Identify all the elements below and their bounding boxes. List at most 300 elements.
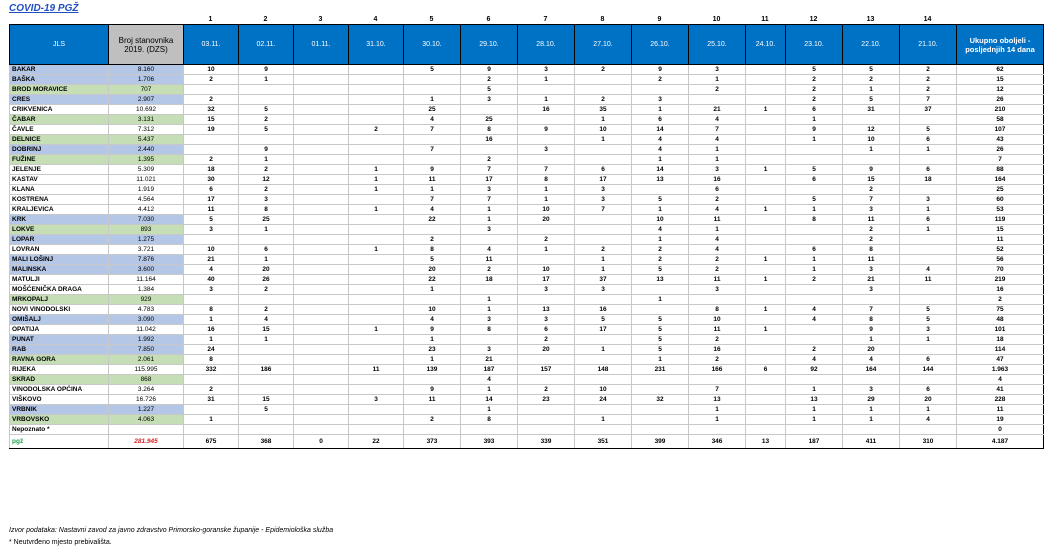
header-date: 27.10. [575,25,632,65]
case-count [294,235,349,245]
case-count [349,105,404,115]
case-count: 25 [239,215,294,225]
population-value: 1.227 [109,405,184,415]
municipality-name: OMIŠALJ [10,315,109,325]
case-count: 1 [575,115,632,125]
case-count: 1 [349,185,404,195]
case-count [575,405,632,415]
case-count: 35 [575,105,632,115]
table-row [10,105,1044,115]
case-count: 11 [900,275,957,285]
case-count: 9 [461,65,518,75]
case-count: 157 [518,365,575,375]
population-value: 1.395 [109,155,184,165]
municipality-name: SKRAD [10,375,109,385]
header-date: 01.11. [294,25,349,65]
case-count [461,145,518,155]
case-count: 17 [518,275,575,285]
column-numbers-row [9,15,1043,24]
case-count [632,385,689,395]
summary-count: 13 [746,435,786,449]
case-count [239,425,294,435]
total-14-days: 60 [957,195,1044,205]
case-count: 2 [349,125,404,135]
case-count: 9 [786,125,843,135]
case-count: 11 [404,175,461,185]
case-count: 1 [239,335,294,345]
table-row [10,385,1044,395]
case-count: 1 [746,275,786,285]
case-count: 9 [632,65,689,75]
population-value: 1.706 [109,75,184,85]
case-count [294,265,349,275]
municipality-name: LOKVE [10,225,109,235]
case-count [239,235,294,245]
table-row [10,375,1044,385]
case-count: 20 [900,395,957,405]
case-count: 2 [575,65,632,75]
table-row [10,195,1044,205]
case-count: 4 [786,355,843,365]
case-count [184,405,239,415]
case-count [404,225,461,235]
population-value: 11.164 [109,275,184,285]
table-row [10,285,1044,295]
case-count: 1 [746,305,786,315]
case-count: 1 [786,385,843,395]
case-count: 32 [184,105,239,115]
table-row [10,215,1044,225]
case-count [900,375,957,385]
summary-count: 339 [518,435,575,449]
case-count [461,335,518,345]
table-row [10,235,1044,245]
column-number: 12 [809,16,818,23]
header-date: 31.10. [349,25,404,65]
case-count: 1 [786,135,843,145]
case-count: 17 [575,175,632,185]
total-14-days: 25 [957,185,1044,195]
case-count: 1 [575,265,632,275]
population-value: 2.061 [109,355,184,365]
case-count: 10 [575,385,632,395]
case-count [294,385,349,395]
case-count [294,315,349,325]
case-count: 8 [404,245,461,255]
case-count: 2 [404,415,461,425]
total-14-days: 114 [957,345,1044,355]
case-count: 7 [689,385,746,395]
case-count: 4 [632,225,689,235]
summary-count: 373 [404,435,461,449]
case-count [575,145,632,155]
case-count: 1 [349,205,404,215]
case-count: 20 [404,265,461,275]
case-count: 1 [461,405,518,415]
case-count: 5 [239,105,294,115]
population-value: 868 [109,375,184,385]
case-count: 3 [900,195,957,205]
case-count: 1 [632,155,689,165]
case-count: 2 [184,95,239,105]
case-count: 1 [461,205,518,215]
case-count [349,255,404,265]
total-14-days: 88 [957,165,1044,175]
case-count [632,375,689,385]
column-number: 11 [761,16,769,23]
case-count: 5 [632,195,689,205]
case-count [294,215,349,225]
total-14-days: 119 [957,215,1044,225]
case-count [575,215,632,225]
header-date: 30.10. [404,25,461,65]
header-population: Broj stanovnika 2019. (DZS) [109,25,184,65]
municipality-name: KASTAV [10,175,109,185]
case-count [349,295,404,305]
case-count [294,95,349,105]
case-count: 24 [184,345,239,355]
case-count: 5 [786,195,843,205]
case-count: 15 [239,325,294,335]
case-count: 1 [843,405,900,415]
case-count: 9 [843,325,900,335]
case-count: 1 [746,325,786,335]
case-count: 2 [632,255,689,265]
case-count [404,375,461,385]
case-count: 8 [461,125,518,135]
total-14-days: 2 [957,295,1044,305]
case-count [349,215,404,225]
table-row [10,315,1044,325]
total-14-days: 70 [957,265,1044,275]
case-count [518,375,575,385]
case-count: 2 [689,255,746,265]
case-count [294,395,349,405]
case-count: 9 [518,125,575,135]
case-count: 332 [184,365,239,375]
case-count: 5 [632,335,689,345]
case-count [518,425,575,435]
table-row [10,325,1044,335]
case-count: 1 [843,335,900,345]
total-14-days: 219 [957,275,1044,285]
case-count: 5 [184,215,239,225]
header-date: 21.10. [900,25,957,65]
case-count: 31 [184,395,239,405]
case-count [294,155,349,165]
case-count [404,425,461,435]
case-count: 2 [575,245,632,255]
case-count [900,245,957,255]
case-count [900,255,957,265]
case-count [239,355,294,365]
case-count: 1 [184,415,239,425]
total-14-days: 164 [957,175,1044,185]
municipality-name: MALI LOŠINJ [10,255,109,265]
population-value: 5.437 [109,135,184,145]
case-count: 1 [900,145,957,155]
case-count: 2 [404,235,461,245]
case-count: 3 [632,95,689,105]
case-count [746,245,786,255]
case-count: 4 [786,315,843,325]
case-count: 9 [404,385,461,395]
case-count [294,275,349,285]
municipality-name: RIJEKA [10,365,109,375]
case-count [746,395,786,405]
case-count: 5 [900,125,957,135]
case-count: 139 [404,365,461,375]
case-count: 13 [689,395,746,405]
population-value [109,425,184,435]
population-value: 2.440 [109,145,184,155]
population-value: 11.021 [109,175,184,185]
case-count: 30 [184,175,239,185]
case-count: 7 [461,195,518,205]
case-count: 2 [843,235,900,245]
case-count: 23 [404,345,461,355]
case-count [632,185,689,195]
case-count: 5 [900,305,957,315]
column-number: 2 [263,16,268,23]
case-count: 37 [900,105,957,115]
municipality-name: JELENJE [10,165,109,175]
case-count: 2 [461,75,518,85]
case-count: 17 [184,195,239,205]
case-count: 8 [843,315,900,325]
case-count: 5 [632,345,689,355]
case-count: 16 [184,325,239,335]
population-value: 10.692 [109,105,184,115]
municipality-name: KRALJEVICA [10,205,109,215]
case-count: 4 [900,415,957,425]
case-count [294,105,349,115]
case-count [689,425,746,435]
case-count: 22 [404,275,461,285]
case-count [349,315,404,325]
case-count: 3 [461,225,518,235]
population-value: 707 [109,85,184,95]
case-count: 6 [900,385,957,395]
case-count [349,195,404,205]
municipality-name: BROD MORAVICE [10,85,109,95]
total-14-days: 26 [957,95,1044,105]
case-count [843,375,900,385]
summary-count: 368 [239,435,294,449]
case-count [746,425,786,435]
total-14-days: 75 [957,305,1044,315]
summary-count: 393 [461,435,518,449]
case-count [184,135,239,145]
case-count: 1 [746,255,786,265]
case-count: 6 [786,175,843,185]
case-count: 13 [632,175,689,185]
total-14-days: 43 [957,135,1044,145]
case-count [349,65,404,75]
case-count [689,295,746,305]
municipality-name: KOSTRENA [10,195,109,205]
case-count: 11 [843,255,900,265]
case-count: 29 [843,395,900,405]
population-value: 5.309 [109,165,184,175]
case-count: 25 [404,105,461,115]
case-count: 187 [461,365,518,375]
case-count: 2 [239,165,294,175]
header-date: 22.10. [843,25,900,65]
case-count: 2 [239,305,294,315]
case-count: 2 [689,335,746,345]
case-count: 31 [843,105,900,115]
case-count: 19 [184,125,239,135]
case-count [746,375,786,385]
column-number: 3 [318,16,323,23]
table-row [10,245,1044,255]
case-count: 6 [786,105,843,115]
table-row [10,125,1044,135]
case-count: 1 [239,255,294,265]
case-count: 1 [404,285,461,295]
case-count: 1 [184,335,239,345]
case-count: 1 [518,185,575,195]
case-count: 2 [786,75,843,85]
case-count: 3 [843,205,900,215]
municipality-name: ČAVLE [10,125,109,135]
case-count: 2 [461,155,518,165]
case-count: 2 [786,85,843,95]
case-count [294,175,349,185]
case-count: 17 [461,175,518,185]
case-count: 14 [632,125,689,135]
page-title[interactable]: COVID-19 PGŽ [9,3,79,14]
case-count: 13 [786,395,843,405]
table-row [10,65,1044,75]
case-count [786,285,843,295]
case-count [349,375,404,385]
case-count: 9 [239,145,294,155]
case-count: 1 [518,245,575,255]
case-count: 2 [689,85,746,95]
case-count: 5 [632,325,689,335]
population-value: 3.264 [109,385,184,395]
case-count: 4 [786,305,843,315]
municipality-name: KLANA [10,185,109,195]
case-count: 5 [404,255,461,265]
total-14-days: 1.963 [957,365,1044,375]
case-count: 2 [632,75,689,85]
case-count: 1 [575,415,632,425]
case-count [786,235,843,245]
case-count [843,155,900,165]
total-14-days: 62 [957,65,1044,75]
case-count [461,105,518,115]
case-count [404,155,461,165]
case-count: 6 [239,245,294,255]
header-date: 25.10. [689,25,746,65]
case-count [632,85,689,95]
case-count: 5 [786,65,843,75]
case-count [349,145,404,155]
case-count: 7 [900,95,957,105]
case-count: 3 [843,265,900,275]
case-count: 4 [404,315,461,325]
case-count [746,225,786,235]
case-count: 3 [349,395,404,405]
case-count: 11 [184,205,239,215]
case-count: 3 [518,285,575,295]
case-count [746,335,786,345]
case-count: 92 [786,365,843,375]
population-value: 1.275 [109,235,184,245]
case-count: 1 [689,415,746,425]
case-count: 1 [461,295,518,305]
footnote-unknown: * Neutvrđeno mjesto prebivališta. [9,539,112,546]
case-count [746,135,786,145]
population-value: 2.907 [109,95,184,105]
case-count: 6 [184,185,239,195]
case-count [294,335,349,345]
case-count [786,225,843,235]
case-count [184,375,239,385]
summary-row [10,435,1044,449]
case-count: 2 [786,345,843,355]
case-count [518,405,575,415]
case-count: 3 [518,65,575,75]
table-row [10,305,1044,315]
case-count: 2 [184,155,239,165]
case-count: 2 [518,385,575,395]
case-count [294,285,349,295]
table-row [10,115,1044,125]
case-count [900,155,957,165]
case-count: 14 [461,395,518,405]
case-count: 15 [843,175,900,185]
case-count: 11 [404,395,461,405]
case-count: 18 [184,165,239,175]
total-14-days: 41 [957,385,1044,395]
case-count: 4 [632,145,689,155]
municipality-name: MATULJI [10,275,109,285]
case-count: 5 [461,85,518,95]
case-count [900,295,957,305]
table-row [10,335,1044,345]
case-count: 1 [239,225,294,235]
case-count [294,195,349,205]
municipality-name: PUNAT [10,335,109,345]
case-count: 2 [689,195,746,205]
case-count [786,155,843,165]
case-count [349,425,404,435]
case-count: 9 [404,325,461,335]
case-count [518,225,575,235]
case-count: 11 [349,365,404,375]
case-count [518,415,575,425]
case-count: 11 [689,215,746,225]
case-count [746,75,786,85]
summary-count: 399 [632,435,689,449]
case-count: 2 [575,95,632,105]
municipality-name: CRIKVENICA [10,105,109,115]
population-value: 3.131 [109,115,184,125]
case-count [632,285,689,295]
case-count [294,185,349,195]
column-number: 1 [208,16,213,23]
case-count: 2 [239,185,294,195]
case-count: 18 [900,175,957,185]
case-count: 1 [786,255,843,265]
case-count [294,245,349,255]
case-count [239,375,294,385]
case-count: 10 [632,215,689,225]
